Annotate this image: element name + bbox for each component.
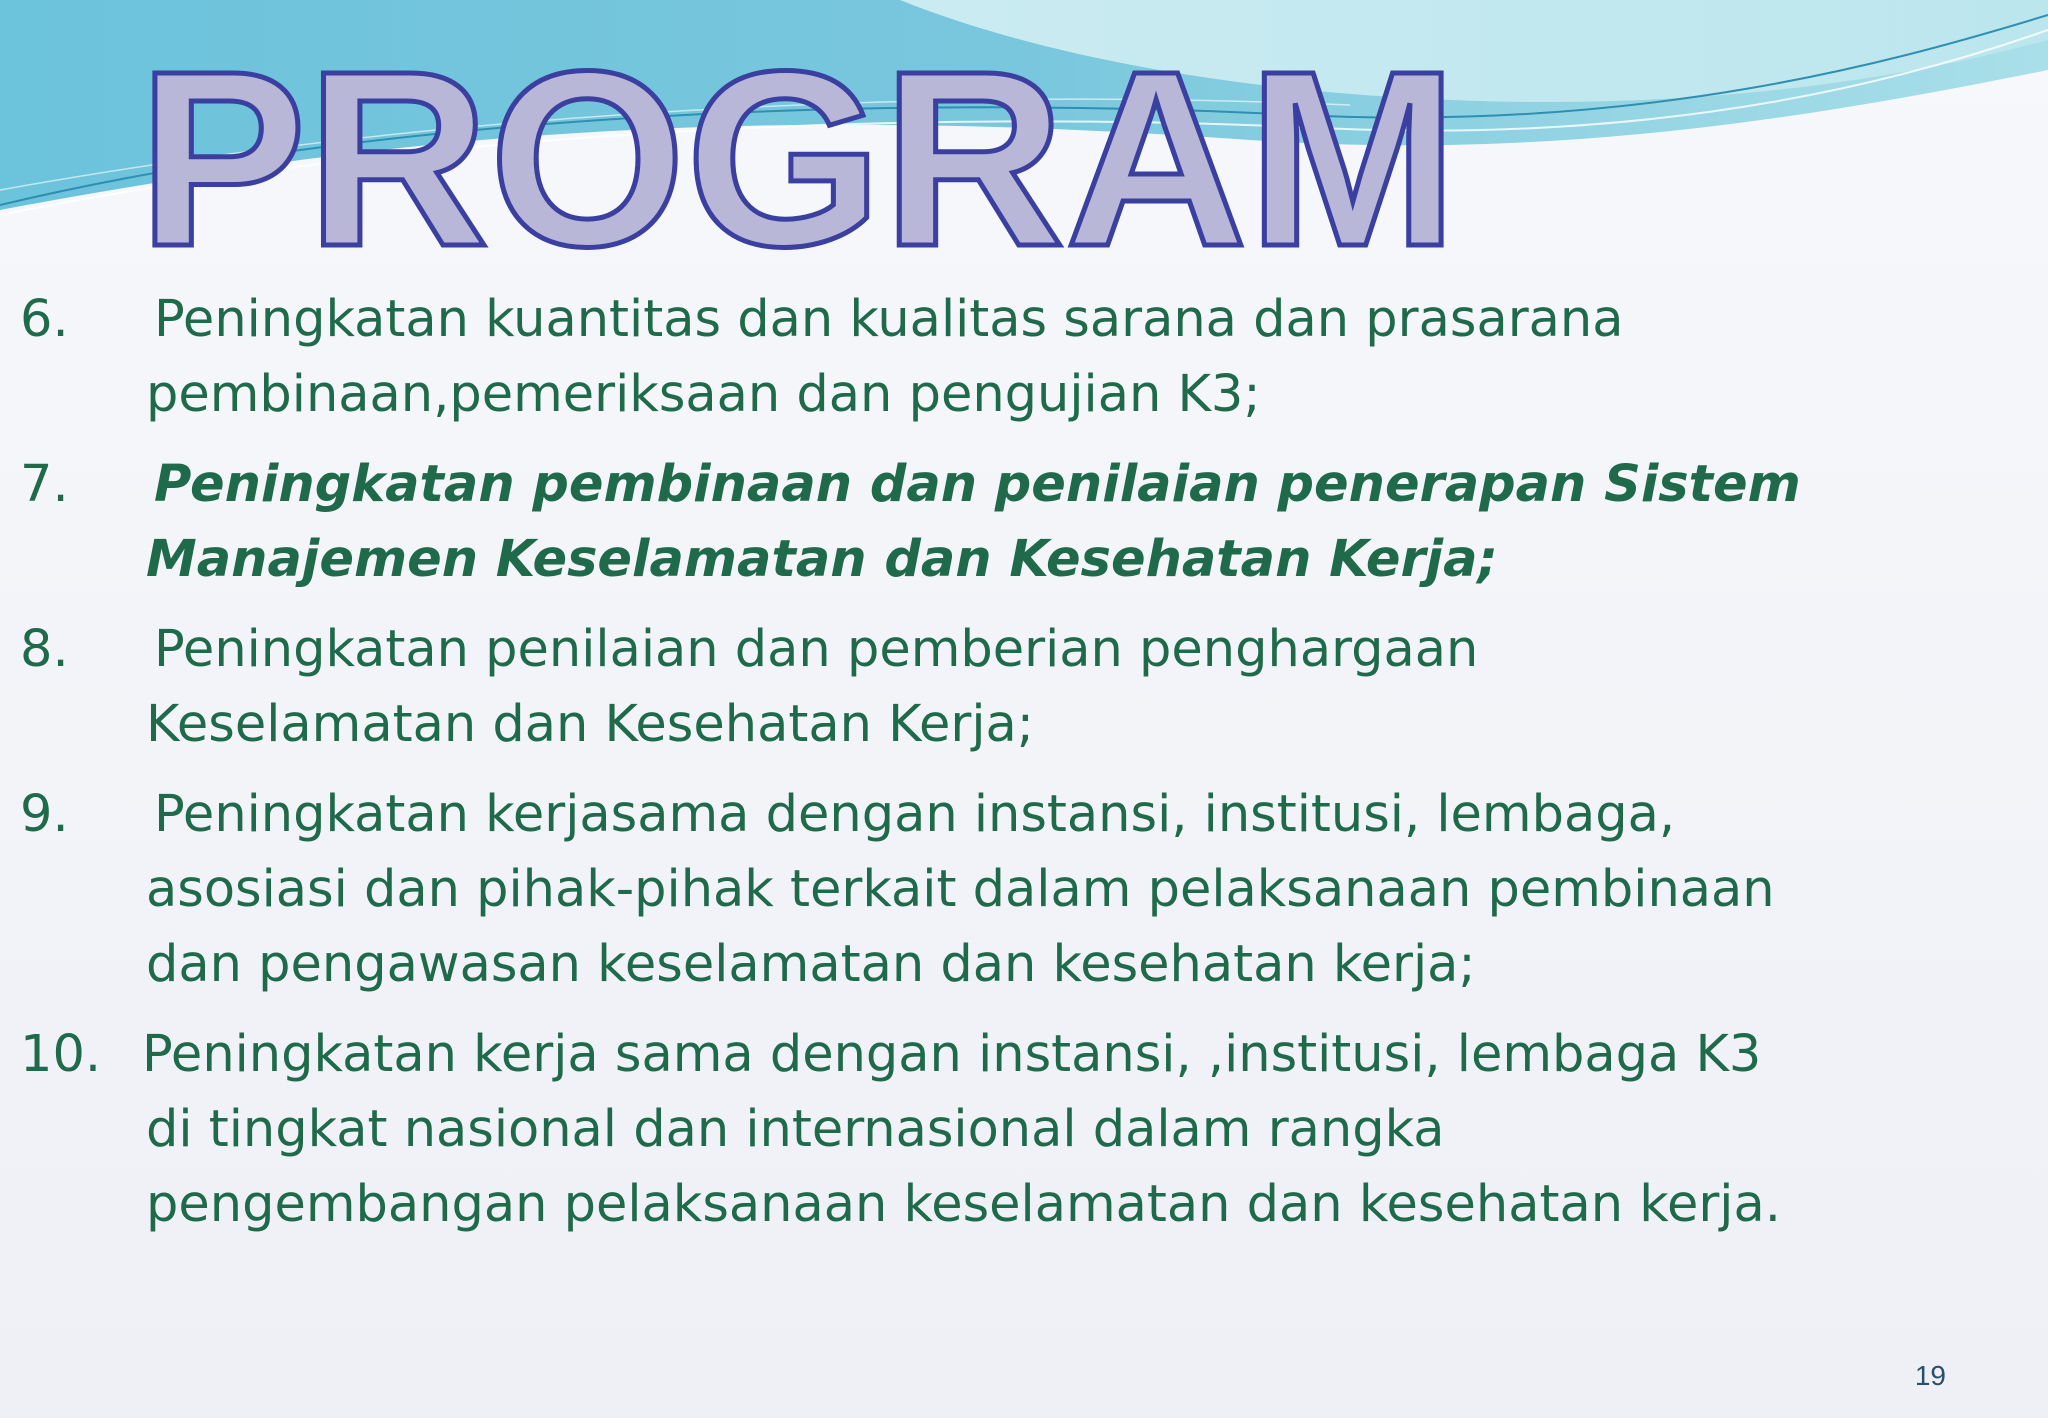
item-line: Keselamatan dan Kesehatan Kerja;	[146, 695, 1034, 754]
item-number: 6.	[20, 290, 69, 349]
item-line: pengembangan pelaksanaan keselamatan dan kesehatan kerja.	[146, 1175, 1781, 1234]
item-line: Peningkatan pembinaan dan penilaian penerapan Sistem	[154, 455, 1801, 514]
slide-title	[130, 30, 1470, 270]
list-item-7	[0, 447, 1900, 597]
item-number: 9.	[20, 785, 69, 844]
item-line: Peningkatan kuantitas dan kualitas sarana dan prasarana	[154, 290, 1624, 349]
title-text: PROGRAM	[138, 30, 1459, 270]
item-line: Peningkatan penilaian dan pemberian penghargaan	[154, 620, 1479, 679]
list-item-10	[0, 1017, 1900, 1242]
item-number: 8.	[20, 620, 69, 679]
item-line: Peningkatan kerjasama dengan instansi, institusi, lembaga,	[154, 785, 1676, 844]
program-list	[0, 282, 1900, 1257]
item-number: 7.	[20, 455, 69, 514]
list-item-8	[0, 612, 1900, 762]
item-line: dan pengawasan keselamatan dan kesehatan kerja;	[146, 935, 1476, 994]
item-line: asosiasi dan pihak-pihak terkait dalam pelaksanaan pembinaan	[146, 860, 1775, 919]
list-item-9	[0, 777, 1900, 1002]
item-number: 10.	[20, 1025, 102, 1084]
item-line: Manajemen Keselamatan dan Kesehatan Kerja;	[146, 530, 1498, 589]
item-line: di tingkat nasional dan internasional dalam rangka	[146, 1100, 1445, 1159]
item-line: pembinaan,pemeriksaan dan pengujian K3;	[146, 365, 1261, 424]
item-line: Peningkatan kerja sama dengan instansi, ,institusi, lembaga K3	[142, 1025, 1762, 1084]
list-item-6	[0, 282, 1900, 432]
page-number: 19	[1914, 1360, 1946, 1391]
